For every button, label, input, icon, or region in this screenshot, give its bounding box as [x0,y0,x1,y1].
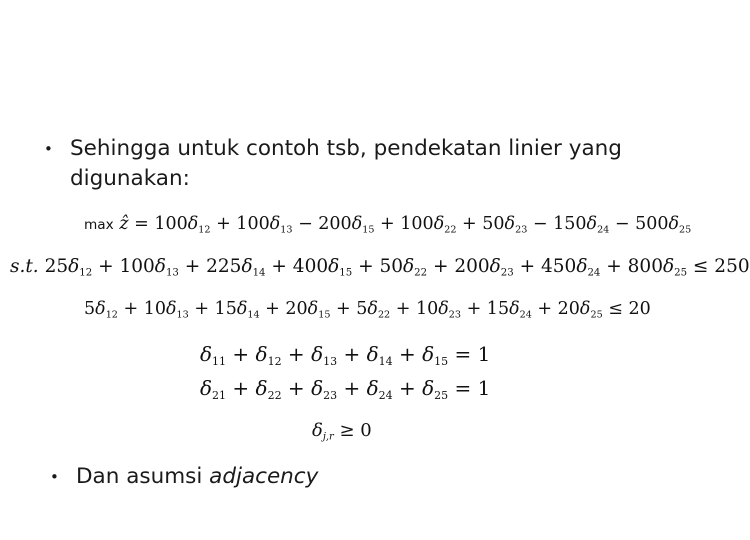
max-keyword: max [84,217,114,233]
term-coefficient: 25 [44,256,69,277]
delta-variable: δ [422,376,435,400]
delta-variable: δ [433,214,445,234]
delta-variable: δ [187,214,199,234]
term-coefficient: + 20 [259,299,308,319]
delta-variable: δ [504,214,516,234]
constraint-resource [84,299,651,319]
delta-variable: δ [255,376,268,400]
term-coefficient: + [226,342,256,366]
variable-subscript: 23 [515,224,528,236]
delta-variable: δ [668,214,680,234]
variable-subscript: 22 [414,267,428,279]
term-coefficient: + 50 [456,214,505,234]
constraint-nonnegativity-terms [312,420,334,441]
variable-subscript: 21 [212,388,227,402]
term-coefficient: + 450 [513,256,577,277]
bullet-text-2-italic: adjacency [209,464,319,489]
term-coefficient: + 100 [92,256,155,277]
term-coefficient: + 50 [352,256,403,277]
delta-variable: δ [366,376,379,400]
variable-subscript: 12 [267,354,282,368]
bullet-text-1: Sehingga untuk contoh tsb, pendekatan linier yang digunakan: [70,136,622,191]
delta-variable: δ [154,256,166,277]
term-coefficient: 5 [84,299,96,319]
term-coefficient: + 100 [374,214,434,234]
variable-subscript: 22 [377,309,391,321]
term-coefficient: + 10 [117,299,166,319]
delta-variable: δ [165,299,177,319]
variable-subscript: 23 [500,267,514,279]
delta-variable: δ [236,299,248,319]
delta-variable: δ [255,342,268,366]
term-coefficient: + [226,376,256,400]
term-coefficient: + [337,376,367,400]
variable-subscript: 24 [597,224,610,236]
term-coefficient: + 100 [210,214,270,234]
delta-variable: δ [509,299,520,319]
delta-variable: δ [579,299,591,319]
term-coefficient: + [392,376,423,400]
constraint-budget [10,256,750,277]
bullet-dot-icon: • [44,140,53,158]
term-coefficient: + [392,342,423,366]
constraint-sum-row-1-rhs: = 1 [448,342,491,366]
variable-subscript: 24 [519,309,532,321]
variable-subscript: 15 [318,309,331,321]
variable-subscript: 23 [448,309,462,321]
delta-variable: δ [328,256,340,277]
variable-subscript: 24 [378,388,393,402]
term-coefficient: − 150 [527,214,587,234]
delta-variable: δ [422,342,435,366]
delta-variable: δ [200,376,213,400]
variable-subscript: 13 [323,354,338,368]
term-coefficient: + 15 [188,299,237,319]
delta-variable: δ [269,214,281,234]
delta-variable: δ [586,214,598,234]
variable-subscript: 25 [679,224,692,236]
constraint-sum-row-2-terms [200,376,448,400]
constraint-sum-row-1-terms [200,342,448,366]
delta-variable: δ [662,256,675,277]
bullet-item-1 [44,134,670,194]
delta-variable: δ [366,342,379,366]
term-coefficient: + 10 [390,299,439,319]
variable-subscript: 25 [674,267,688,279]
variable-subscript: 22 [444,224,457,236]
constraint-sum-row-2-rhs: = 1 [448,376,491,400]
constraint-budget-rhs: ≤ 250 [687,256,750,277]
delta-variable: δ [312,420,323,441]
term-coefficient: − 500 [609,214,669,234]
variable-subscript: j,r [322,431,334,443]
delta-variable: δ [68,256,80,277]
st-label: s.t. [10,256,39,277]
objective-equation [84,214,691,234]
term-coefficient: + [281,376,312,400]
term-coefficient: 100 [154,214,188,234]
bullet-text-2 [76,462,318,492]
term-coefficient: + 400 [265,256,329,277]
delta-variable: δ [200,342,213,366]
variable-subscript: 15 [362,224,375,236]
constraint-resource-rhs: ≤ 20 [602,299,651,319]
delta-variable: δ [403,256,415,277]
constraint-sum-row-2 [200,376,490,400]
variable-subscript: 13 [165,267,179,279]
delta-variable: δ [95,299,106,319]
term-coefficient: + [337,342,367,366]
variable-subscript: 14 [252,267,266,279]
variable-subscript: 14 [378,354,393,368]
term-coefficient: + 800 [600,256,663,277]
delta-variable: δ [367,299,378,319]
variable-subscript: 14 [247,309,260,321]
variable-subscript: 11 [212,354,227,368]
delta-variable: δ [311,376,324,400]
variable-subscript: 15 [434,354,449,368]
variable-subscript: 23 [323,388,338,402]
bullet-dot-icon: • [50,468,59,486]
variable-subscript: 12 [79,267,93,279]
delta-variable: δ [438,299,449,319]
term-coefficient: + 200 [427,256,490,277]
variable-subscript: 15 [339,267,353,279]
delta-variable: δ [489,256,501,277]
constraint-nonnegativity [312,420,372,441]
term-coefficient: + [281,342,312,366]
objective-terms [154,214,691,234]
variable-subscript: 13 [176,309,189,321]
delta-variable: δ [311,342,324,366]
constraint-nonnegativity-rhs: ≥ 0 [333,420,372,441]
variable-subscript: 12 [105,309,118,321]
variable-subscript: 12 [198,224,211,236]
delta-variable: δ [307,299,319,319]
bullet-text-2-plain: Dan asumsi [76,464,210,489]
term-coefficient: + 225 [178,256,242,277]
constraint-budget-terms [45,256,687,277]
delta-variable: δ [351,214,363,234]
objective-lhs: ẑ = [119,214,155,234]
delta-variable: δ [241,256,253,277]
term-coefficient: + 20 [531,299,580,319]
term-coefficient: − 200 [292,214,352,234]
variable-subscript: 25 [590,309,603,321]
variable-subscript: 25 [434,388,449,402]
variable-subscript: 13 [280,224,293,236]
variable-subscript: 22 [267,388,282,402]
constraint-sum-row-1 [200,342,490,366]
constraint-resource-terms [84,299,603,319]
bullet-item-2 [50,462,318,492]
term-coefficient: + 5 [330,299,368,319]
term-coefficient: + 15 [461,299,510,319]
variable-subscript: 24 [587,267,601,279]
delta-variable: δ [576,256,588,277]
